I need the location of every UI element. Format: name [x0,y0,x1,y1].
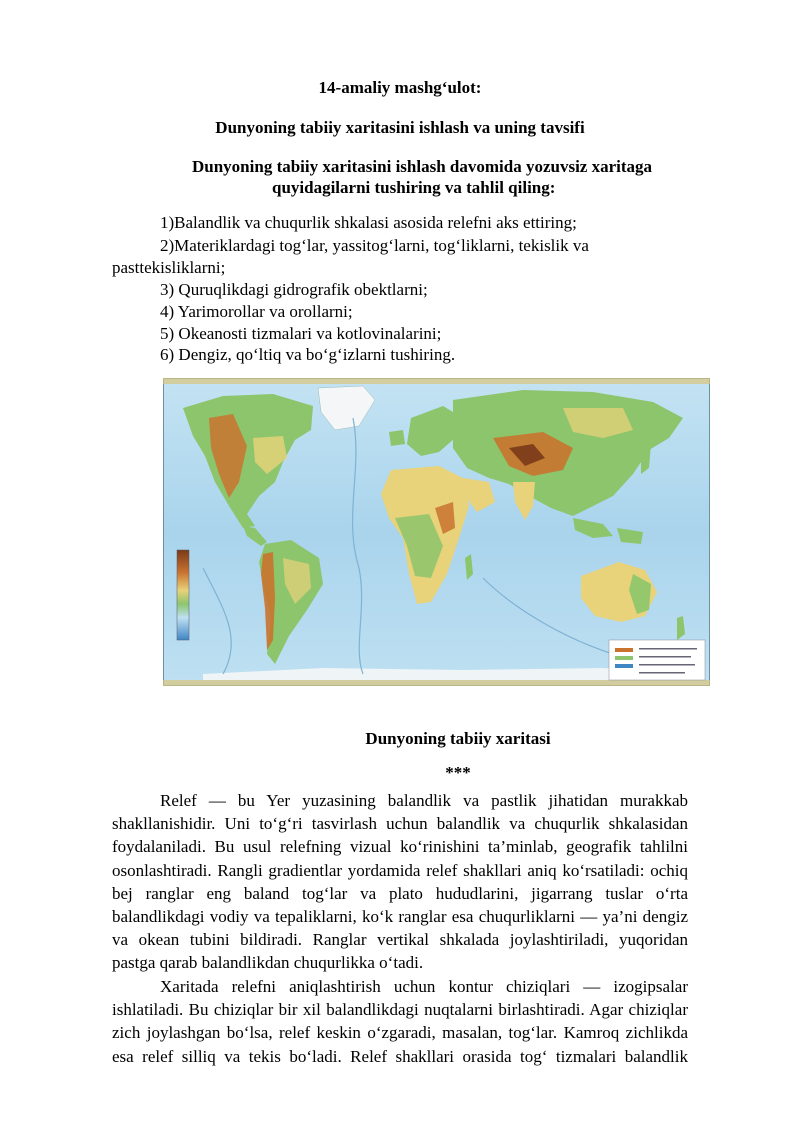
paragraph-line: balandlikdagi vodiy va tepaliklarni, ko‘k ranglar esa chuqurliklarni — ya’ni dengiz [112,907,688,927]
task-item: 6) Dengiz, qo‘ltiq va bo‘g‘izlarni tushiring. [160,345,456,364]
task-intro-line1: Dunyoning tabiiy xaritasini ishlash davomida yozuvsiz xaritaga [192,157,653,176]
task-item: 1)Balandlik va chuqurlik shkalasi asosida relefni aks ettiring; [160,213,577,232]
world-physical-map [163,378,710,686]
paragraph-relief [112,789,688,975]
task-intro-line2: quyidagilarni tushiring va tahlil qiling: [272,178,556,197]
paragraph-line: Relef — bu Yer yuzasining balandlik va pastlik jihatidan murakkab [160,791,688,810]
page-title: 14-amaliy mashg‘ulot: [318,78,482,97]
task-item: 5) Okeanosti tizmalari va kotlovinalarini; [160,324,442,343]
map-caption: Dunyoning tabiiy xaritasi [365,729,551,748]
task-item: 3) Quruqlikdagi gidrografik obektlarni; [160,280,428,299]
paragraph-line: bej ranglar eng baland tog‘lar va plato hududlarini, jigarrang tuslar o‘rta [112,883,688,903]
paragraph-line: ishlatiladi. Bu chiziqlar bir xil balandlikdagi nuqtalarni birlashtiradi. Agar chiziqlar [112,1000,688,1020]
task-item: 2)Materiklardagi tog‘lar, yassitog‘larni, tog‘liklarni, tekislik va [160,236,589,255]
paragraph-line: esa relef silliq va tekis bo‘ladi. Relef shakllari orasida tog‘ tizmalari balandlik [112,1046,688,1066]
paragraph-contours [112,975,688,1068]
paragraph-line: zich joylashgan bo‘lsa, relef keskin o‘zgaradi, masalan, tog‘lar. Kamroq zichlikda [112,1023,688,1043]
page-subtitle: Dunyoning tabiiy xaritasini ishlash va uning tavsifi [215,118,585,137]
paragraph-line: shakllanishidir. Uni to‘g‘ri tasvirlash uchun balandlik va chuqurlik shkalasidan [112,814,688,834]
paragraph-line: osonlashtiradi. Rangli gradientlar yordamida relef shakllari aniq ko‘rsatiladi: ochiq [112,860,688,880]
separator: *** [445,763,471,782]
task-item: pasttekisliklarni; [112,258,226,277]
paragraph-line: pastga qarab balandlikdan chuqurlikka o‘tadi. [112,953,424,973]
paragraph-line: Xaritada relefni aniqlashtirish uchun kontur chiziqlari — izogipsalar [160,977,688,996]
task-item: 4) Yarimorollar va orollarni; [160,302,353,321]
paragraph-line: foydalaniladi. Bu usul relefning vizual ko‘rinishini ta’minlab, geografik tahlilni [112,837,688,857]
paragraph-line: va okean tubini bildiradi. Ranglar vertikal shkalada joylashtiriladi, yuqoridan [112,930,688,950]
